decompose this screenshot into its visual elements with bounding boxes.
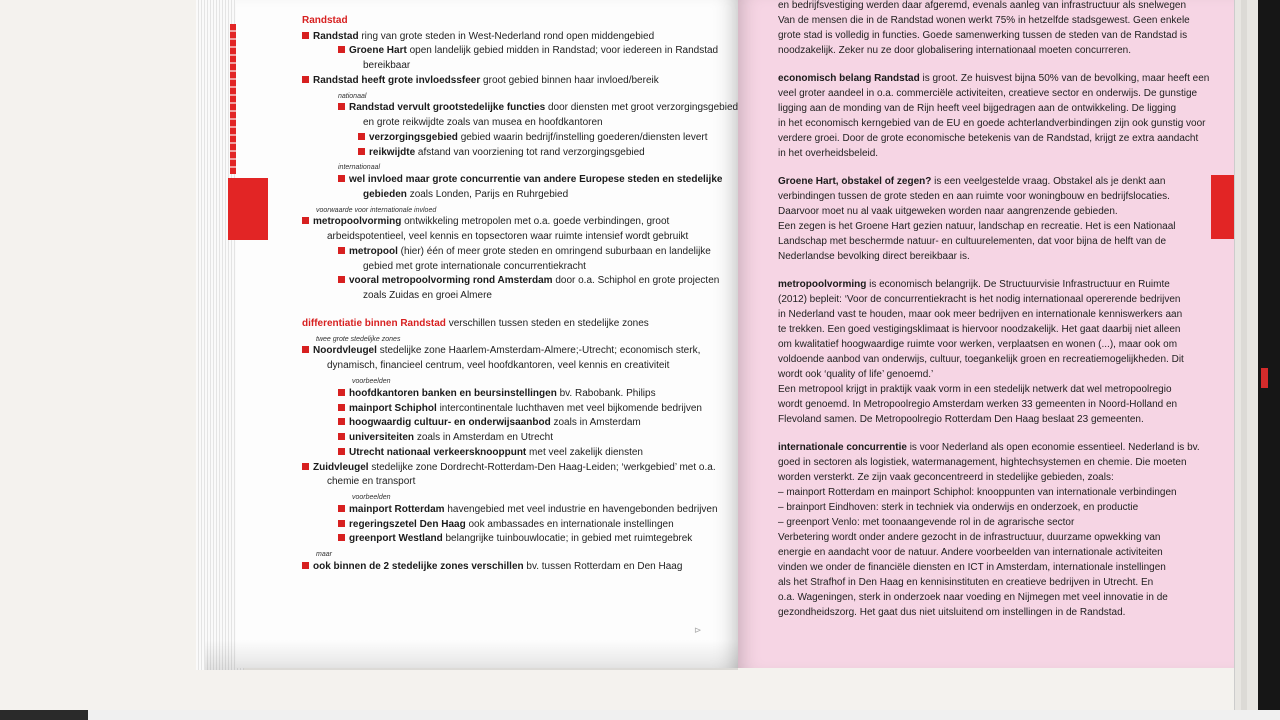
red-square-bullet-icon <box>302 32 309 39</box>
paragraph-line <box>778 368 933 383</box>
red-square-bullet-icon <box>358 133 365 140</box>
outline-line <box>327 475 415 490</box>
paragraph-text: Daarvoor moet nu al vaak uitgeweken worden naar aangrenzende gebieden. <box>778 206 1118 217</box>
outline-line <box>363 289 492 304</box>
keyword: reikwijdte <box>369 146 416 158</box>
keyword: Randstad <box>313 30 359 42</box>
paragraph-text: en bedrijfsvestiging werden daar afgeremd, evenals aanleg van infrastructuur als snelwegen <box>778 0 1187 11</box>
paragraph-text: te trekken. Een goed vestigingsklimaat is hiervoor noodzakelijk. Het gaat daarbij niet alleen <box>778 324 1181 335</box>
paragraph-line <box>778 501 1138 516</box>
outline-line <box>327 359 669 374</box>
definition-text: open landelijk gebied midden in Randstad; voor iedereen in Randstad <box>409 45 719 57</box>
keyword: Utrecht nationaal verkeersknooppunt <box>349 446 527 458</box>
definition-text: door diensten met groot verzorgingsgebied <box>547 102 739 114</box>
paragraph-text: Landschap met beschermde natuur- en cultuurelementen, dat voor bijna de helft van de <box>778 236 1167 247</box>
index-tab-strip <box>230 24 236 174</box>
paragraph-line <box>778 293 1180 308</box>
paragraph-line <box>778 29 1187 44</box>
paragraph-line <box>778 132 1198 147</box>
definition-text: (hier) één of meer grote steden en omringend suburbaan en landelijke <box>400 245 711 257</box>
paragraph-text: energie en aandacht voor de natuur. Andere voorbeelden van internationale activiteiten <box>778 547 1163 558</box>
paragraph-line <box>778 72 1209 87</box>
paragraph-line <box>778 278 1170 293</box>
paragraph-keyword: economisch belang Randstad <box>778 73 920 84</box>
paragraph-line <box>778 546 1163 561</box>
paragraph-text: in Nederland vast te houden, maar ook meer bedrijven en internationale kenniswerkers aan <box>778 309 1183 320</box>
paragraph-text: (2012) bepleit: ‘Voor de concurrentiekracht is het nodig internationaal opererende bedrijven <box>778 294 1181 305</box>
definition-text: ontwikkeling metropolen met o.a. goede verbindingen, groot <box>404 216 670 228</box>
paragraph-line <box>778 576 1153 591</box>
paragraph-line <box>778 220 1175 235</box>
definition-text: verschillen tussen steden en stedelijke zones <box>448 317 649 329</box>
bottom-bar <box>0 710 1280 720</box>
definition-text: chemie en transport <box>327 476 416 488</box>
red-square-bullet-icon <box>302 562 309 569</box>
outline-note-text: internationaal <box>338 164 381 172</box>
outline-note-text: voorbeelden <box>352 377 391 385</box>
definition-text: zoals in Amsterdam en Utrecht <box>416 432 553 443</box>
paragraph-text: worden versterkt. Ze zijn vaak geconcentreerd in stedelijke gebieden, zoals: <box>778 472 1114 483</box>
definition-text: zoals Londen, Parijs en Ruhrgebied <box>409 188 569 200</box>
paragraph-text: om kwalitatief hoogwaardige ruimte voor werken, verplaatsen en wonen (...), maar ook om <box>778 339 1178 350</box>
outline-line <box>338 402 702 417</box>
paragraph-text: in het overheidsbeleid. <box>778 148 879 159</box>
paragraph-line <box>778 250 970 265</box>
paragraph-text: verdere groei. Door de grote economische betekenis van de Randstad, krijgt ze extra aandacht <box>778 133 1199 144</box>
outline-line <box>363 260 586 275</box>
section-heading: Randstad <box>302 15 348 26</box>
paragraph-text: grote stad is volledig in functies. Goede samenwerking tussen de steden van de Randstad is <box>778 30 1188 41</box>
paragraph-text: – greenport Venlo: met toonaangevende rol in de agrarische sector <box>778 517 1075 528</box>
definition-text: havengebied met veel industrie en havengebonden bedrijven <box>447 503 718 515</box>
outline-line <box>363 116 603 131</box>
paragraph-text: o.a. Wageningen, sterk in onderzoek naar voeding en Nijmegen met veel innovatie in de <box>778 592 1168 603</box>
outline-line <box>302 215 669 230</box>
paragraph-text: is een veelgestelde vraag. Obstakel als je denkt aan <box>931 176 1166 187</box>
outline-line <box>338 387 656 402</box>
paragraph-text: Verbetering wordt onder andere gezocht in de infrastructuur, duurzame opwekking van <box>778 532 1161 543</box>
red-square-bullet-icon <box>338 46 345 53</box>
paragraph-text: verbindingen tussen de grote steden en aan ruimte voor woningbouw en bedrijfslocaties. <box>778 191 1170 202</box>
paragraph-line <box>778 486 1177 501</box>
red-square-bullet-icon <box>338 404 345 411</box>
paragraph-keyword: Groene Hart, obstakel of zegen? <box>778 176 932 187</box>
keyword: Groene Hart <box>349 45 407 57</box>
definition-text: stedelijke zone Haarlem-Amsterdam-Almere;-Utrecht; economisch sterk, <box>379 345 701 357</box>
paragraph-line <box>778 456 1187 471</box>
paragraph-text: wordt genoemd. In Metropoolregio Amsterdam werken 33 gemeenten in Noord-Holland en <box>778 399 1178 410</box>
outline-note-text: nationaal <box>338 92 367 100</box>
paragraph-text: Nederlandse bevolking direct bereikbaar is. <box>778 251 970 262</box>
keyword: hoogwaardig cultuur- en onderwijsaanbod <box>349 417 551 429</box>
definition-text: groot gebied binnen haar invloed/bereik <box>483 74 659 86</box>
outline-note-text: maar <box>316 551 332 559</box>
outline-line <box>338 44 718 59</box>
outline-line <box>338 431 553 446</box>
paragraph-line <box>778 14 1190 29</box>
keyword: metropoolvorming <box>313 216 402 228</box>
paragraph-text: veel groter aandeel in o.a. commerciële activiteiten, creatieve sector en onderwijs. De gunstige <box>778 88 1198 99</box>
paragraph-text: Flevoland samen. De Metropoolregio Rotterdam Den Haag beslaat 23 gemeenten. <box>778 414 1144 425</box>
keyword: mainport Rotterdam <box>349 503 445 515</box>
red-square-bullet-icon <box>302 76 309 83</box>
red-square-bullet-icon <box>338 175 345 182</box>
outline-line <box>358 146 645 161</box>
definition-text: bv. Rabobank. Philips <box>559 387 656 399</box>
paragraph-text: Van de mensen die in de Randstad wonen werkt 75% in hetzelfde stadsgewest. Geen enkele <box>778 15 1190 26</box>
paragraph-text: vinden we onder de financiële diensten en ICT in Amsterdam, internationale instellingen <box>778 562 1166 573</box>
definition-text: ring van grote steden in West-Nederland rond open middengebied <box>361 30 655 42</box>
outline-line <box>363 188 568 203</box>
outline-note-text: voorwaarde voor internationale invloed <box>316 206 437 214</box>
paragraph-text: ligging aan de monding van de Rijn heeft veel bijgedragen aan de ontwikkeling. De ligging <box>778 103 1177 114</box>
paragraph-line <box>778 102 1176 117</box>
adjacent-page-edge <box>1234 0 1259 710</box>
paragraph-line <box>778 338 1177 353</box>
definition-text: stedelijke zone Dordrecht-Rotterdam-Den Haag-Leiden; ‘werkgebied’ met o.a. <box>371 461 716 473</box>
paragraph-line <box>778 531 1160 546</box>
outline-note-text: twee grote stedelijke zones <box>316 335 401 343</box>
keyword: regeringszetel Den Haag <box>349 518 466 530</box>
paragraph-text: is groot. Ze huisvest bijna 50% van de bevolking, maar heeft een <box>919 73 1210 84</box>
keyword: hoofdkantoren banken en beursinstellingen <box>349 387 557 399</box>
paragraph-line <box>778 561 1166 576</box>
paragraph-text: goed in sectoren als logistiek, watermanagement, hightechsystemen en chemie. Die moeten <box>778 457 1187 468</box>
red-square-bullet-icon <box>302 346 309 353</box>
keyword: gebieden <box>363 188 407 200</box>
paragraph-text: gezondheidszorg. Het gaat dus niet uitsluitend om instellingen in de Randstad. <box>778 607 1126 618</box>
paragraph-text: – brainport Eindhoven: sterk in techniek via onderwijs en onderzoek, en productie <box>778 502 1139 513</box>
red-square-bullet-icon <box>302 217 309 224</box>
definition-text: met veel zakelijk diensten <box>529 446 643 458</box>
paragraph-keyword: metropoolvorming <box>778 279 867 290</box>
red-square-bullet-icon <box>302 463 309 470</box>
keyword: greenport Westland <box>349 533 443 545</box>
definition-text: belangrijke tuinbouwlocatie; in gebied met ruimtegebrek <box>445 533 693 545</box>
outline-line <box>302 461 716 476</box>
paragraph-line <box>778 87 1197 102</box>
keyword: metropool <box>349 245 398 257</box>
paragraph-keyword: internationale concurrentie <box>778 442 907 453</box>
paragraph-line <box>778 398 1177 413</box>
paragraph-line <box>778 606 1125 621</box>
keyword: Randstad heeft grote invloedssfeer <box>313 74 481 86</box>
outline-line <box>302 317 649 332</box>
paragraph-text: noodzakelijk. Zeker nu ze door globalisering internationaal moeten concurreren. <box>778 45 1131 56</box>
keyword: ook binnen de 2 stedelijke zones verschillen <box>313 560 524 572</box>
outline-line <box>338 446 643 461</box>
keyword: verzorgingsgebied <box>369 131 458 143</box>
outline-line <box>338 532 692 547</box>
outline-line <box>338 503 718 518</box>
outline-line <box>302 30 654 45</box>
red-square-bullet-icon <box>338 534 345 541</box>
definition-text: zoals Zuidas en groei Almere <box>363 290 492 302</box>
index-tab-left <box>228 178 268 240</box>
red-square-bullet-icon <box>338 505 345 512</box>
paragraph-line <box>778 308 1182 323</box>
red-square-bullet-icon <box>338 276 345 283</box>
red-square-bullet-icon <box>358 148 365 155</box>
paragraph-text: is voor Nederland als open economie essentieel. Nederland is bv. <box>906 442 1200 453</box>
outline-line <box>358 131 708 146</box>
definition-text: door o.a. Schiphol en grote projecten <box>555 275 720 287</box>
paragraph-text: Een metropool krijgt in praktijk vaak vorm in een stedelijk netwerk dat wel metropoolregio <box>778 384 1172 395</box>
keyword: mainport Schiphol <box>349 402 437 414</box>
paragraph-line <box>778 516 1074 531</box>
paragraph-line <box>778 591 1168 606</box>
paragraph-line <box>778 205 1118 220</box>
definition-text: dynamisch, financieel centrum, veel hoofdkantoren, veel kennis en creativiteit <box>327 360 670 372</box>
red-square-bullet-icon <box>338 520 345 527</box>
paragraph-line <box>778 383 1172 398</box>
paragraph-text: voldoende aanbod van onderwijs, cultuur, toegankelijk groen en recreatiemogelijkheden. Dit <box>778 354 1184 365</box>
paragraph-line <box>778 323 1180 338</box>
paragraph-line <box>778 147 878 162</box>
keyword: Noordvleugel <box>313 345 377 357</box>
red-marker <box>1261 368 1268 388</box>
red-square-bullet-icon <box>338 418 345 425</box>
paragraph-text: – mainport Rotterdam en mainport Schiphol: knooppunten van internationale verbindingen <box>778 487 1177 498</box>
definition-text: bv. tussen Rotterdam en Den Haag <box>526 560 683 572</box>
definition-text: intercontinentale luchthaven met veel bijkomende bedrijven <box>439 402 702 414</box>
paragraph-text: in het economisch kerngebied van de EU en goede achterlandverbindingen zijn ook gunstig voor <box>778 118 1206 129</box>
outline-line <box>338 173 722 188</box>
keyword: Randstad vervult grootstedelijke functies <box>349 102 546 114</box>
definition-text: afstand van voorziening tot rand verzorgingsgebied <box>417 146 645 158</box>
paragraph-line <box>778 413 1144 428</box>
definition-text: arbeidspotentieel, veel kennis en topsectoren waar ruimte intensief wordt gebruikt <box>327 231 689 243</box>
definition-text: gebied waarin bedrijf/instelling goederen/diensten levert <box>460 131 708 143</box>
outline-line <box>338 245 711 260</box>
outline-line <box>302 560 682 575</box>
red-square-bullet-icon <box>338 433 345 440</box>
outline-line <box>363 59 410 74</box>
definition-text: bereikbaar <box>363 60 411 71</box>
paragraph-line <box>778 471 1114 486</box>
outline-note-text: voorbeelden <box>352 494 391 501</box>
keyword: vooral metropoolvorming rond Amsterdam <box>349 275 553 287</box>
red-square-bullet-icon <box>338 103 345 110</box>
keyword: Zuidvleugel <box>313 461 369 473</box>
page-shadow <box>205 640 738 670</box>
paragraph-text: Een zegen is het Groene Hart gezien natuur, landschap en recreatie. Het is een Nationaal <box>778 221 1176 232</box>
definition-text: en grote reikwijdte zoals van musea en hoofdkantoren <box>363 117 603 129</box>
page-arrow-mark: ⊳ <box>694 625 702 635</box>
paragraph-line <box>778 190 1170 205</box>
keyword: universiteiten <box>349 432 415 443</box>
paragraph-line <box>778 0 1186 14</box>
outline-line <box>302 344 700 359</box>
paragraph-line <box>778 175 1165 190</box>
red-square-bullet-icon <box>338 389 345 396</box>
paragraph-text: is economisch belangrijk. De Structuurvisie Infrastructuur en Ruimte <box>866 279 1170 290</box>
subsection-heading: differentiatie binnen Randstad <box>302 317 446 329</box>
outline-line <box>338 274 719 289</box>
red-square-bullet-icon <box>338 247 345 254</box>
definition-text: zoals in Amsterdam <box>553 417 641 429</box>
outline-line <box>338 416 641 431</box>
red-square-bullet-icon <box>338 448 345 455</box>
definition-text: gebied met grote internationale concurrentiekracht <box>363 260 586 272</box>
paragraph-text: als het Strafhof in Den Haag en kennisinstituten en creatieve bedrijven in Utrecht. En <box>778 577 1154 588</box>
outline-line <box>327 230 688 245</box>
dark-border <box>1258 0 1280 710</box>
keyword: wel invloed maar grote concurrentie van andere Europese steden en stedelijke <box>349 174 723 186</box>
outline-line <box>338 101 738 116</box>
paragraph-line <box>778 353 1184 368</box>
paragraph-text: wordt ook ‘quality of life’ genoemd.’ <box>778 369 934 380</box>
paragraph-line <box>778 117 1206 132</box>
paragraph-line <box>778 441 1200 456</box>
definition-text: ook ambassades en internationale instellingen <box>468 518 674 530</box>
outline-line <box>338 518 674 533</box>
outline-line <box>302 74 659 89</box>
paragraph-line <box>778 235 1166 250</box>
paragraph-line <box>778 44 1131 59</box>
